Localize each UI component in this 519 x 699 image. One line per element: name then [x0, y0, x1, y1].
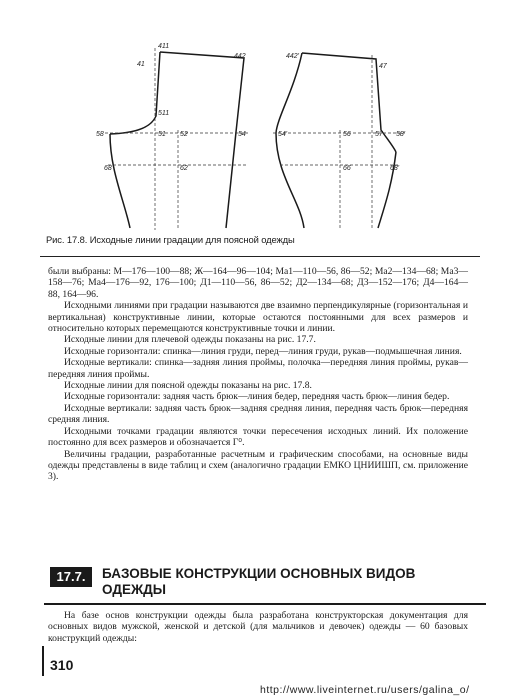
section-body — [48, 610, 468, 644]
body-text — [48, 266, 468, 483]
label-411: 411 — [158, 43, 170, 50]
paragraph: Исходные горизонтали: задняя часть брюк—линия бедер, передняя часть брюк—линия бедер. — [64, 391, 450, 403]
paragraph: Исходными линиями при градации называются две взаимно перпендикулярные (горизонтальная и вертикальная) конструктивные линии, которые остаются постоянными для всех размеров и относительно которых перемещаются конструктивные точки и линии. — [48, 300, 468, 335]
label-442: 442 — [234, 53, 246, 60]
paragraph: Исходные вертикали: задняя часть брюк—задняя средняя линия, передняя часть брюк—передняя средняя линия. — [48, 402, 468, 426]
label-62: 62 — [180, 165, 188, 172]
label-66: 66 — [343, 165, 351, 172]
page-number: 310 — [50, 657, 74, 673]
label-54p: 54' — [278, 131, 288, 138]
label-52: 52 — [180, 131, 188, 138]
section-rule — [44, 603, 486, 605]
label-58: 58 — [96, 131, 104, 138]
paragraph: Исходными точками градации являются точки пересечения исходных линий. Их положение постоянно для всех размеров и обозначается Г⁰. — [48, 425, 468, 449]
watermark-url: http://www.liveinternet.ru/users/galina_o/ — [260, 684, 470, 696]
label-56: 56 — [343, 131, 351, 138]
section-number: 17.7. — [50, 567, 92, 587]
paragraph: На базе основ конструкции одежды была разработана конструкторская документация для основных видов мужской, женской и детской (для мальчиков и девочек) одежды — 60 базовых конструкций одежды: — [48, 610, 468, 644]
label-57: 57 — [375, 131, 383, 138]
label-58p: 58' — [396, 131, 406, 138]
paragraph: Исходные линии для поясной одежды показаны на рис. 17.8. — [64, 380, 312, 392]
label-41: 41 — [137, 61, 145, 68]
label-47: 47 — [379, 63, 387, 70]
paragraph: были выбраны: М—176—100—88; Ж—164—96—104; Ма1—110—56, 86—52; Ма2—134—68; Ма3—158—76; Ма4—176—92, 176—100; Д1—110—56, 86—52; Д2—134—68; Д3—152—176; Д4—164—88, 164—96. — [48, 266, 468, 300]
label-511: 511 — [158, 110, 170, 117]
pattern-diagram — [0, 0, 519, 250]
label-442p: 442' — [286, 53, 300, 60]
page-marker — [42, 646, 44, 676]
section-title: БАЗОВЫЕ КОНСТРУКЦИИ ОСНОВНЫХ ВИДОВ ОДЕЖДЫ — [102, 566, 416, 597]
paragraph: Исходные линии для плечевой одежды показаны на рис. 17.7. — [64, 334, 316, 346]
label-54: 54 — [238, 131, 246, 138]
paragraph: Исходные вертикали: спинка—задняя линия проймы, полочка—передняя линия проймы, рукав—передняя линия проймы. — [48, 357, 468, 380]
label-68: 68 — [104, 165, 112, 172]
figure-caption: Рис. 17.8. Исходные линии градации для поясной одежды — [46, 234, 295, 245]
figure — [0, 0, 519, 250]
paragraph: Исходные горизонтали: спинка—линия груди, перед—линия груди, рукав—подмышечная линия. — [64, 345, 462, 357]
caption-rule — [40, 256, 480, 257]
label-51: 51 — [158, 131, 166, 138]
paragraph: Величины градации, разработанные расчетным и графическим способами, на основные виды одежды представлены в виде таблиц и схем (аналогично градации ЕМКО ЦНИИШП, см. приложение 3). — [48, 448, 468, 483]
label-68p: 68' — [390, 165, 400, 172]
